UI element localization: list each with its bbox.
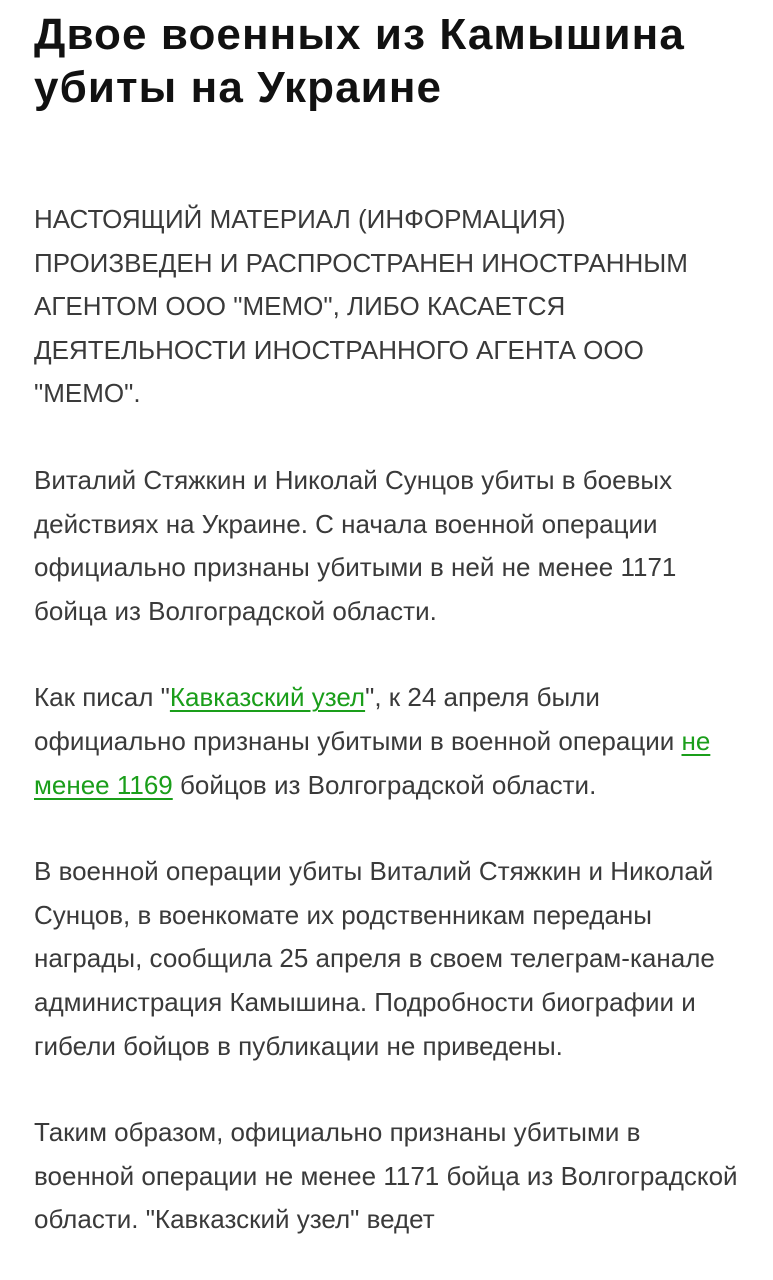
at-least-1169-link[interactable]: не менее 1169: [34, 725, 711, 800]
paragraph-3: В военной операции убиты Виталий Стяжкин и Николай Сунцов, в военкомате их родственникам переданы награды, сообщила 25 апреля в своем телеграм-канале администрация Камышина. Подробности биографии и гибели бойцов в публикации не приведены.: [34, 856, 715, 1061]
foreign-agent-notice: НАСТОЯЩИЙ МАТЕРИАЛ (ИНФОРМАЦИЯ) ПРОИЗВЕДЕН И РАСПРОСТРАНЕН ИНОСТРАННЫМ АГЕНТОМ ООО "МЕМО", ЛИБО КАСАЕТСЯ ДЕЯТЕЛЬНОСТИ ИНОСТРАННОГО АГЕНТА ООО "МЕМО".: [34, 204, 688, 409]
kavkazsky-uzel-link[interactable]: Кавказский узел: [169, 682, 366, 713]
paragraph-2-text-start: Как писал ": [34, 682, 170, 713]
article: [34, 0, 744, 1242]
paragraph-4: Таким образом, официально признаны убитыми в военной операции не менее 1171 бойца из Волгоградской области. "Кавказский узел" ведет: [34, 1117, 738, 1235]
paragraph-2-text-middle: ", к 24 апреля были официально признаны убитыми в военной операции: [34, 682, 682, 756]
paragraph-2-text-end: бойцов из Волгоградской области.: [172, 769, 597, 800]
paragraph-2: [34, 676, 744, 807]
paragraph-1: Виталий Стяжкин и Николай Сунцов убиты в боевых действиях на Украине. С начала военной операции официально признаны убитыми в ней не менее 1171 бойца из Волгоградской области.: [34, 464, 677, 626]
article-title: Двое военных из Камышина убиты на Украине: [34, 10, 685, 112]
